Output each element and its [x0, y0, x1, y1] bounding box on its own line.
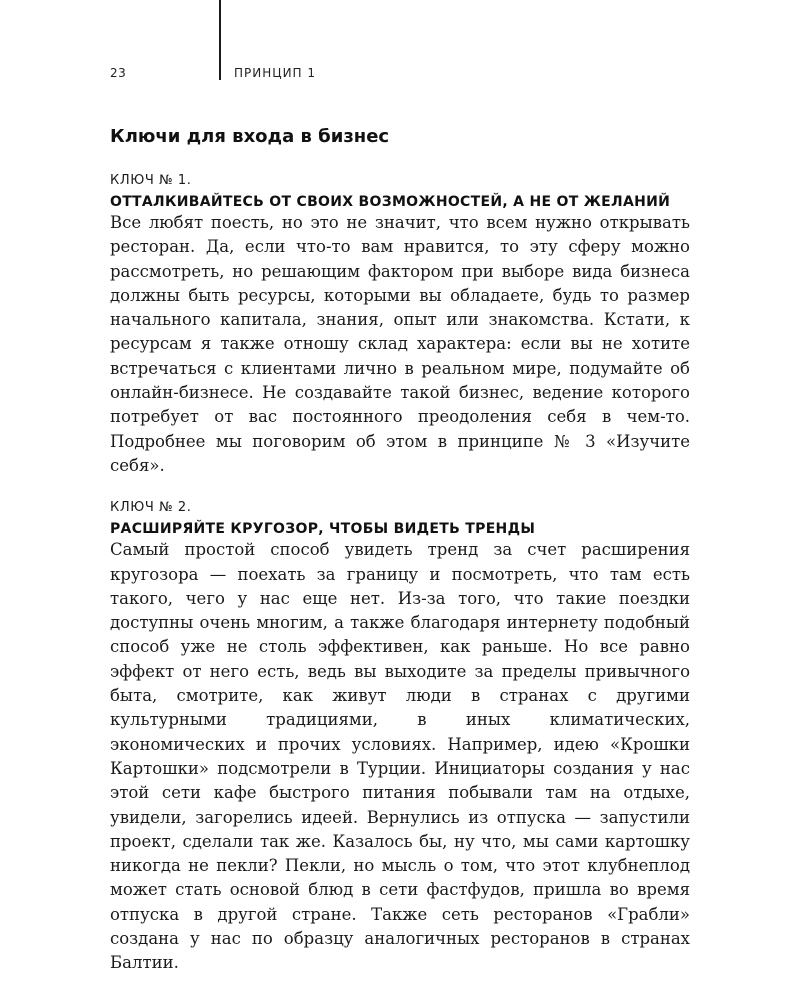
- key-heading: РАСШИРЯЙТЕ КРУГОЗОР, ЧТОБЫ ВИДЕТЬ ТРЕНДЫ: [110, 521, 536, 538]
- key-section-1: [110, 173, 690, 478]
- section-title: Ключи для входа в бизнес: [110, 126, 390, 147]
- key-section-2: [110, 500, 690, 975]
- key-label: КЛЮЧ № 1.: [110, 173, 192, 188]
- page-content: [110, 126, 690, 976]
- key-label: КЛЮЧ № 2.: [110, 500, 192, 516]
- key-body-paragraph: Самый простой способ увидеть тренд за счет расширения кругозора — поехать за границу и посмотреть, что там есть такого, чего у нас еще нет. Из-за того, что такие поездки доступны очень многим, а также благодаря интернету подобный способ уже не столь эффективен, как раньше. Но все равно эффект от него есть, ведь вы выходите за пределы привычного быта, смотрите, как живут люди в странах с другими культурными традициями, в иных климатических, экономических и прочих условиях. Например, идею «Крошки Картошки» подсмотрели в Турции. Инициаторы создания у нас этой сети кафе быстрого питания побывали там на отдыхе, увидели, загорелись идеей. Вернулись из отпуска — запустили проект, сделали так же. Казалось бы, ну что, мы сами картошку никогда не пекли? Пекли, но мысль о том, что этот клубнеплод может стать основой блюд в сети фастфудов, пришла во время отпуска в другой стране. Также сеть ресторанов «Грабли» создана у нас по образцу аналогичных ресторанов в странах Балтии.: [110, 540, 690, 973]
- page-number: 23: [110, 66, 127, 80]
- header-divider: [219, 0, 221, 80]
- key-heading: ОТТАЛКИВАЙТЕСЬ ОТ СВОИХ ВОЗМОЖНОСТЕЙ, А НЕ ОТ ЖЕЛАНИЙ: [110, 194, 671, 210]
- key-body-paragraph: Все любят поесть, но это не значит, что всем нужно открывать ресторан. Да, если что-то вам нравится, то эту сферу можно рассмотреть, но решающим фактором при выборе вида бизнеса должны быть ресурсы, которыми вы обладаете, будь то размер начального капитала, знания, опыт или знакомства. Кстати, к ресурсам я также отношу склад характера: если вы не хотите встречаться с клиентами лично в реальном мире, подумайте об онлайн-бизнесе. Не создавайте такой бизнес, ведение которого потребует от вас постоянного преодоления себя в чем-то. Подробнее мы поговорим об этом в принципе № 3 «Изучите себя».: [110, 213, 690, 475]
- running-head: ПРИНЦИП 1: [234, 66, 317, 80]
